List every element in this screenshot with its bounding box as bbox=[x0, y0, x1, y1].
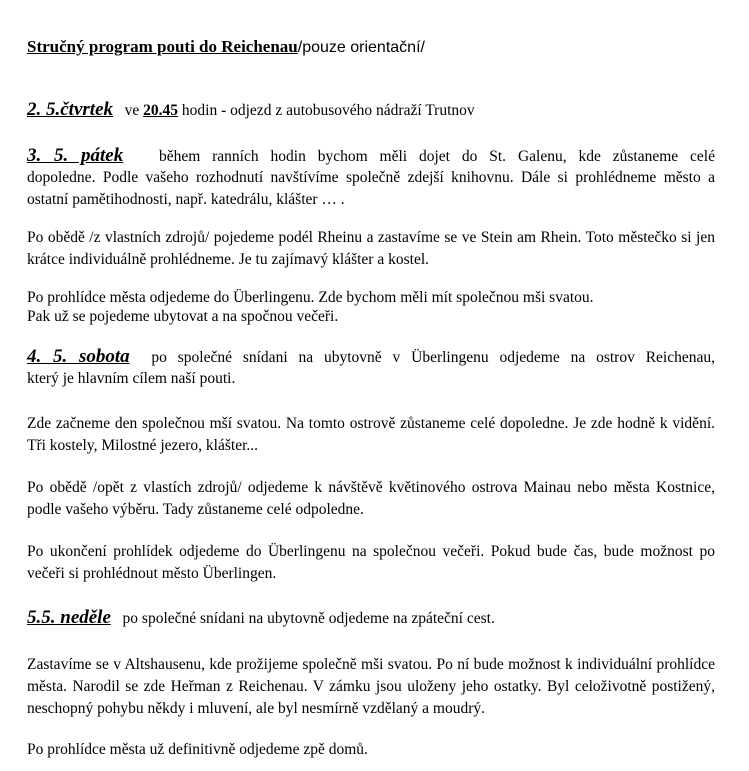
day-heading: 3. 5. pátek bbox=[27, 145, 124, 166]
paragraph: Po prohlídce města už definitivně odjedeme zpě domů. bbox=[27, 741, 368, 758]
paragraph: Po ukončení prohlídek odjedeme do Überlingenu na společnou večeři. Pokud bude čas, bude možnost po večeři si prohlédnout město Überlingen. bbox=[27, 543, 715, 582]
paragraph: Pak už se pojedeme ubytovat a na spočnou večeři. bbox=[27, 308, 339, 325]
paragraph: Po prohlídce města odjedeme do Überlingenu. Zde bychom měli mít společnou mši svatou. bbox=[27, 289, 594, 306]
day-heading: 2. 5.čtvrtek bbox=[27, 99, 114, 120]
paragraph: Zde začneme den společnou mší svatou. Na tomto ostrově zůstaneme celé dopoledne. Je zde hodně k vidění. Tři kostely, Milostné jezero, klášter... bbox=[27, 415, 715, 454]
day-lead: po společné snídani na ubytovně v Überlingenu odjedeme na ostrov Reichenau, bbox=[151, 349, 715, 366]
paragraph: Po obědě /z vlastních zdrojů/ pojedeme podél Rheinu a zastavíme se ve Stein am Rhein. Toto městečko si jen krátce individuálně prohlédneme. Je tu zajímavý klášter a kostel. bbox=[27, 229, 715, 268]
day-section-thursday bbox=[27, 99, 715, 122]
departure-time: 20.45 bbox=[143, 102, 179, 119]
day-lead: během ranních hodin bychom měli dojet do St. Galenu, kde zůstaneme celé bbox=[158, 148, 715, 165]
title-suffix: /pouze orientační/ bbox=[297, 39, 425, 56]
paragraph: Zastavíme se v Altshausenu, kde prožijeme společně mši svatou. Po ní bude možnost k individuální prohlídce města. Narodil se zde Heřman z Reichenau. V zámku jsou uloženy jeho ostatky. Byl celoživotně postižený, neschopný pohybu někdy i mluvení, ale byl nesmírně vzdělaný a moudrý. bbox=[27, 656, 715, 717]
paragraph: Po obědě /opět z vlastích zdrojů/ odjedeme k návštěvě květinového ostrova Mainau nebo města Kostnice, podle vašeho výběru. Tady zůstaneme celé odpoledne. bbox=[27, 479, 715, 518]
day-section-sunday bbox=[27, 607, 715, 630]
day-lead-post: hodin - odjezd z autobusového nádraží Trutnov bbox=[178, 102, 475, 119]
day-lead: po společné snídani na ubytovně odjedeme na zpáteční cest. bbox=[122, 610, 495, 627]
document-title bbox=[27, 37, 425, 57]
day-lead-pre: ve bbox=[124, 102, 144, 119]
day-section-friday-lead bbox=[27, 145, 715, 168]
day-heading: 5.5. neděle bbox=[27, 607, 111, 628]
title-main: Stručný program pouti do Reichenau bbox=[27, 37, 298, 56]
day-heading: 4. 5. sobota bbox=[27, 346, 130, 367]
day-section-saturday-lead bbox=[27, 346, 715, 369]
day-continuation: který je hlavním cílem naší pouti. bbox=[27, 370, 236, 387]
day-continuation: dopoledne. Podle vašeho rozhodnutí navštívíme společně zdejší knihovnu. Dále si prohlédneme město a ostatní pamětihodnosti, např. katedrálu, klášter … . bbox=[27, 169, 715, 208]
